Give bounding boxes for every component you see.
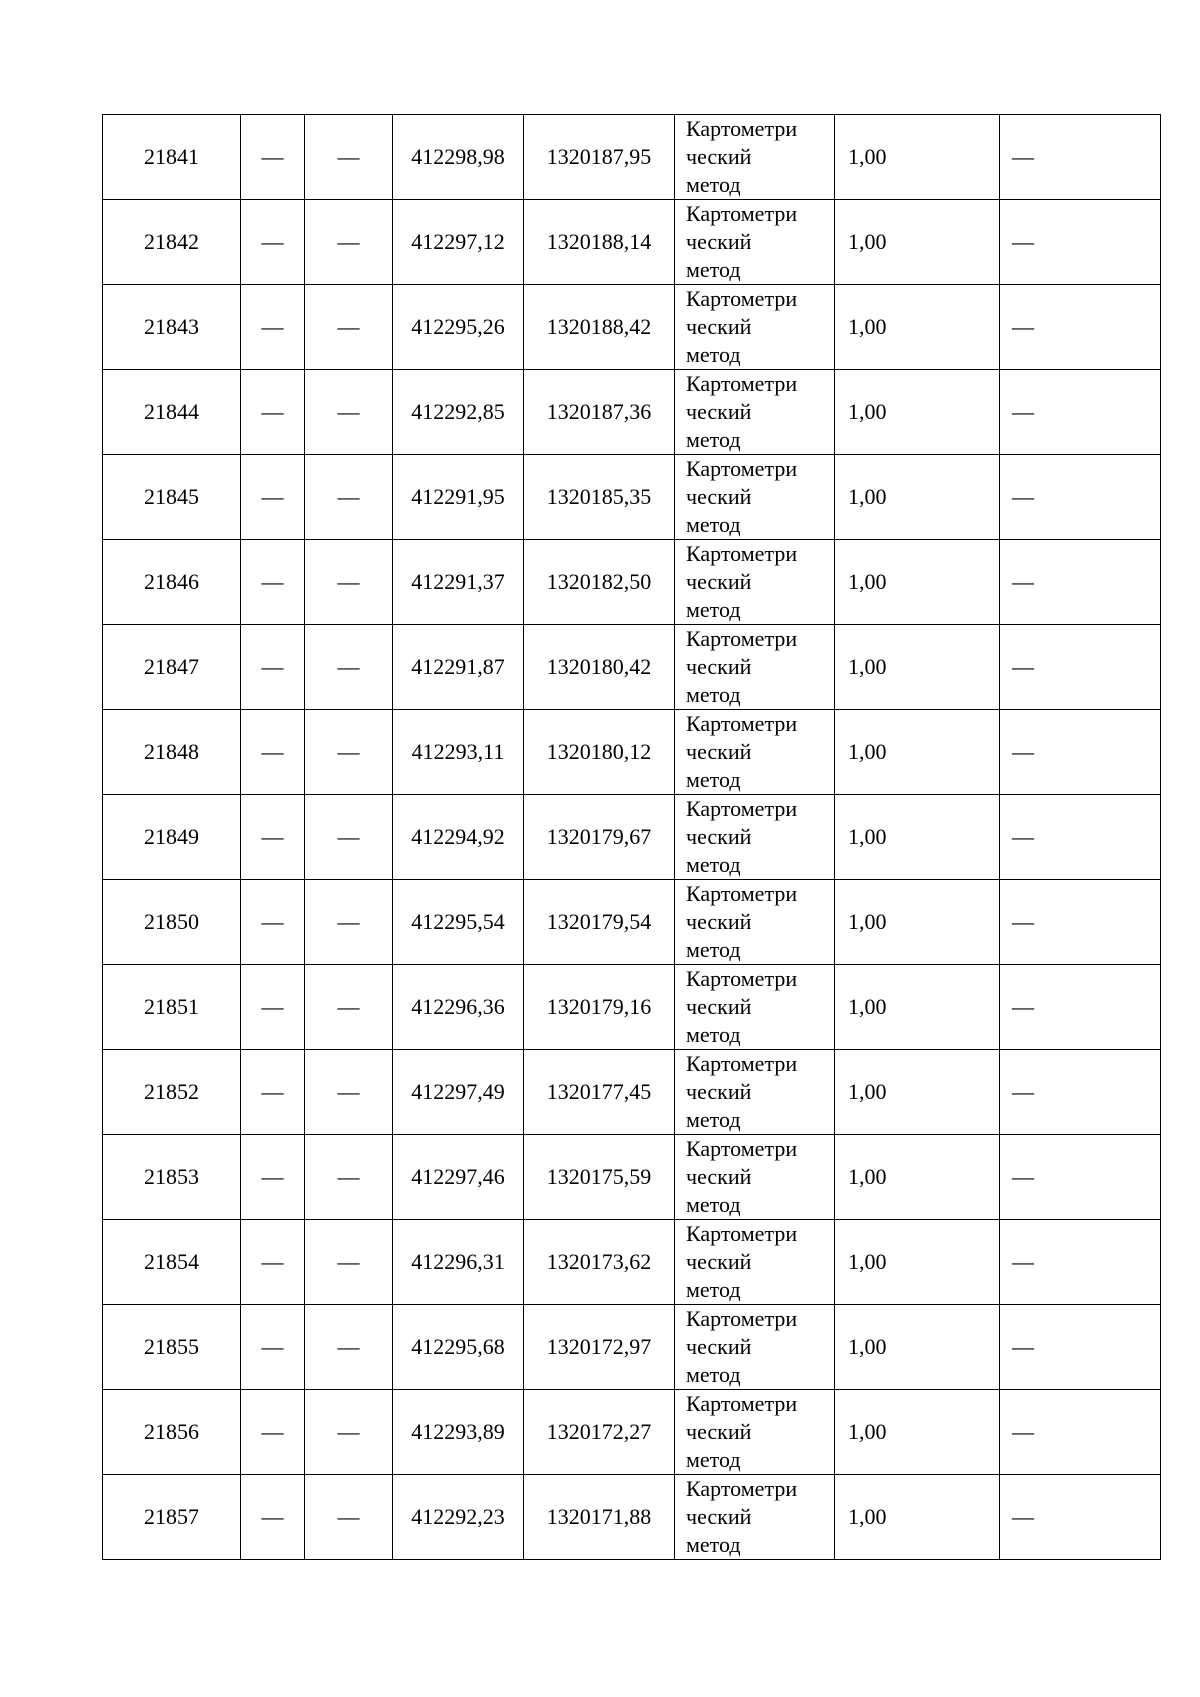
point-number-cell: 21855 [103,1305,241,1390]
empty-dash-cell: — [1000,710,1161,795]
point-number-cell: 21854 [103,1220,241,1305]
point-number-cell: 21846 [103,540,241,625]
x-coordinate-cell: 412296,31 [393,1220,524,1305]
point-number-cell: 21847 [103,625,241,710]
method-cell [675,115,835,200]
empty-dash-cell: — [241,115,305,200]
point-number-cell: 21844 [103,370,241,455]
x-coordinate-cell: 412295,26 [393,285,524,370]
method-text: Картометри ческий метод [686,286,798,367]
accuracy-cell: 1,00 [835,710,1000,795]
x-coordinate-cell: 412295,68 [393,1305,524,1390]
x-coordinate-cell: 412293,11 [393,710,524,795]
empty-dash-cell: — [305,795,393,880]
accuracy-cell: 1,00 [835,1305,1000,1390]
coordinates-table [102,114,1161,1560]
empty-dash-cell: — [1000,1305,1161,1390]
empty-dash-cell: — [1000,965,1161,1050]
method-cell [675,1135,835,1220]
empty-dash-cell: — [241,795,305,880]
empty-dash-cell: — [1000,1220,1161,1305]
method-cell [675,710,835,795]
x-coordinate-cell: 412293,89 [393,1390,524,1475]
y-coordinate-cell: 1320179,54 [524,880,675,965]
empty-dash-cell: — [241,285,305,370]
accuracy-cell: 1,00 [835,200,1000,285]
y-coordinate-cell: 1320172,97 [524,1305,675,1390]
table-row [103,1390,1161,1475]
empty-dash-cell: — [1000,285,1161,370]
table-row [103,1050,1161,1135]
accuracy-cell: 1,00 [835,115,1000,200]
table-row [103,625,1161,710]
point-number-cell: 21842 [103,200,241,285]
method-text: Картометри ческий метод [686,371,798,452]
x-coordinate-cell: 412294,92 [393,795,524,880]
x-coordinate-cell: 412297,49 [393,1050,524,1135]
method-cell [675,285,835,370]
method-cell [675,200,835,285]
point-number-cell: 21853 [103,1135,241,1220]
method-text: Картометри ческий метод [686,1136,798,1217]
accuracy-cell: 1,00 [835,1475,1000,1560]
empty-dash-cell: — [1000,1390,1161,1475]
y-coordinate-cell: 1320185,35 [524,455,675,540]
method-cell [675,625,835,710]
method-cell [675,1220,835,1305]
empty-dash-cell: — [305,880,393,965]
empty-dash-cell: — [305,200,393,285]
empty-dash-cell: — [305,1305,393,1390]
empty-dash-cell: — [1000,625,1161,710]
empty-dash-cell: — [305,285,393,370]
empty-dash-cell: — [1000,795,1161,880]
table-row [103,115,1161,200]
accuracy-cell: 1,00 [835,1050,1000,1135]
method-text: Картометри ческий метод [686,881,798,962]
y-coordinate-cell: 1320171,88 [524,1475,675,1560]
table-row [103,200,1161,285]
y-coordinate-cell: 1320180,12 [524,710,675,795]
y-coordinate-cell: 1320188,42 [524,285,675,370]
y-coordinate-cell: 1320172,27 [524,1390,675,1475]
x-coordinate-cell: 412297,46 [393,1135,524,1220]
y-coordinate-cell: 1320179,67 [524,795,675,880]
method-text: Картометри ческий метод [686,966,798,1047]
x-coordinate-cell: 412298,98 [393,115,524,200]
y-coordinate-cell: 1320173,62 [524,1220,675,1305]
method-cell [675,1390,835,1475]
empty-dash-cell: — [1000,540,1161,625]
method-cell [675,540,835,625]
empty-dash-cell: — [1000,200,1161,285]
empty-dash-cell: — [305,455,393,540]
x-coordinate-cell: 412296,36 [393,965,524,1050]
empty-dash-cell: — [305,1220,393,1305]
empty-dash-cell: — [241,1305,305,1390]
y-coordinate-cell: 1320177,45 [524,1050,675,1135]
table-body [103,115,1161,1560]
empty-dash-cell: — [241,370,305,455]
y-coordinate-cell: 1320187,95 [524,115,675,200]
empty-dash-cell: — [305,625,393,710]
accuracy-cell: 1,00 [835,625,1000,710]
empty-dash-cell: — [241,455,305,540]
x-coordinate-cell: 412291,37 [393,540,524,625]
table-row [103,795,1161,880]
point-number-cell: 21848 [103,710,241,795]
empty-dash-cell: — [305,1390,393,1475]
method-cell [675,455,835,540]
table-row [103,965,1161,1050]
point-number-cell: 21856 [103,1390,241,1475]
point-number-cell: 21850 [103,880,241,965]
x-coordinate-cell: 412292,23 [393,1475,524,1560]
method-text: Картометри ческий метод [686,1051,798,1132]
empty-dash-cell: — [241,1220,305,1305]
method-cell [675,1050,835,1135]
y-coordinate-cell: 1320180,42 [524,625,675,710]
accuracy-cell: 1,00 [835,370,1000,455]
method-cell [675,1305,835,1390]
method-cell [675,880,835,965]
table-row [103,1305,1161,1390]
empty-dash-cell: — [305,115,393,200]
method-text: Картометри ческий метод [686,116,798,197]
accuracy-cell: 1,00 [835,285,1000,370]
empty-dash-cell: — [305,965,393,1050]
empty-dash-cell: — [241,880,305,965]
empty-dash-cell: — [241,200,305,285]
empty-dash-cell: — [241,1475,305,1560]
empty-dash-cell: — [1000,455,1161,540]
method-text: Картометри ческий метод [686,711,798,792]
table-row [103,1475,1161,1560]
empty-dash-cell: — [241,1050,305,1135]
table-row [103,455,1161,540]
method-text: Картометри ческий метод [686,201,798,282]
empty-dash-cell: — [1000,1050,1161,1135]
empty-dash-cell: — [305,710,393,795]
method-text: Картометри ческий метод [686,1221,798,1302]
table-row [103,1220,1161,1305]
method-cell [675,370,835,455]
empty-dash-cell: — [1000,115,1161,200]
table-row [103,540,1161,625]
table-row [103,370,1161,455]
method-text: Картометри ческий метод [686,1476,798,1557]
point-number-cell: 21851 [103,965,241,1050]
accuracy-cell: 1,00 [835,1390,1000,1475]
x-coordinate-cell: 412291,95 [393,455,524,540]
empty-dash-cell: — [1000,1135,1161,1220]
accuracy-cell: 1,00 [835,1135,1000,1220]
point-number-cell: 21849 [103,795,241,880]
method-cell [675,795,835,880]
y-coordinate-cell: 1320179,16 [524,965,675,1050]
empty-dash-cell: — [241,540,305,625]
method-text: Картометри ческий метод [686,626,798,707]
y-coordinate-cell: 1320182,50 [524,540,675,625]
accuracy-cell: 1,00 [835,880,1000,965]
table-row [103,710,1161,795]
empty-dash-cell: — [305,540,393,625]
accuracy-cell: 1,00 [835,455,1000,540]
point-number-cell: 21845 [103,455,241,540]
x-coordinate-cell: 412297,12 [393,200,524,285]
accuracy-cell: 1,00 [835,965,1000,1050]
empty-dash-cell: — [241,965,305,1050]
table-row [103,880,1161,965]
accuracy-cell: 1,00 [835,1220,1000,1305]
method-cell [675,965,835,1050]
point-number-cell: 21843 [103,285,241,370]
table-row [103,1135,1161,1220]
method-text: Картометри ческий метод [686,1306,798,1387]
empty-dash-cell: — [241,625,305,710]
empty-dash-cell: — [1000,880,1161,965]
method-text: Картометри ческий метод [686,796,798,877]
empty-dash-cell: — [241,1390,305,1475]
accuracy-cell: 1,00 [835,795,1000,880]
x-coordinate-cell: 412295,54 [393,880,524,965]
method-text: Картометри ческий метод [686,456,798,537]
empty-dash-cell: — [1000,370,1161,455]
point-number-cell: 21857 [103,1475,241,1560]
empty-dash-cell: — [241,710,305,795]
method-text: Картометри ческий метод [686,1391,798,1472]
method-cell [675,1475,835,1560]
x-coordinate-cell: 412291,87 [393,625,524,710]
accuracy-cell: 1,00 [835,540,1000,625]
empty-dash-cell: — [241,1135,305,1220]
empty-dash-cell: — [305,1050,393,1135]
empty-dash-cell: — [305,1475,393,1560]
point-number-cell: 21841 [103,115,241,200]
empty-dash-cell: — [305,1135,393,1220]
x-coordinate-cell: 412292,85 [393,370,524,455]
method-text: Картометри ческий метод [686,541,798,622]
empty-dash-cell: — [305,370,393,455]
table-row [103,285,1161,370]
y-coordinate-cell: 1320187,36 [524,370,675,455]
y-coordinate-cell: 1320188,14 [524,200,675,285]
empty-dash-cell: — [1000,1475,1161,1560]
y-coordinate-cell: 1320175,59 [524,1135,675,1220]
point-number-cell: 21852 [103,1050,241,1135]
